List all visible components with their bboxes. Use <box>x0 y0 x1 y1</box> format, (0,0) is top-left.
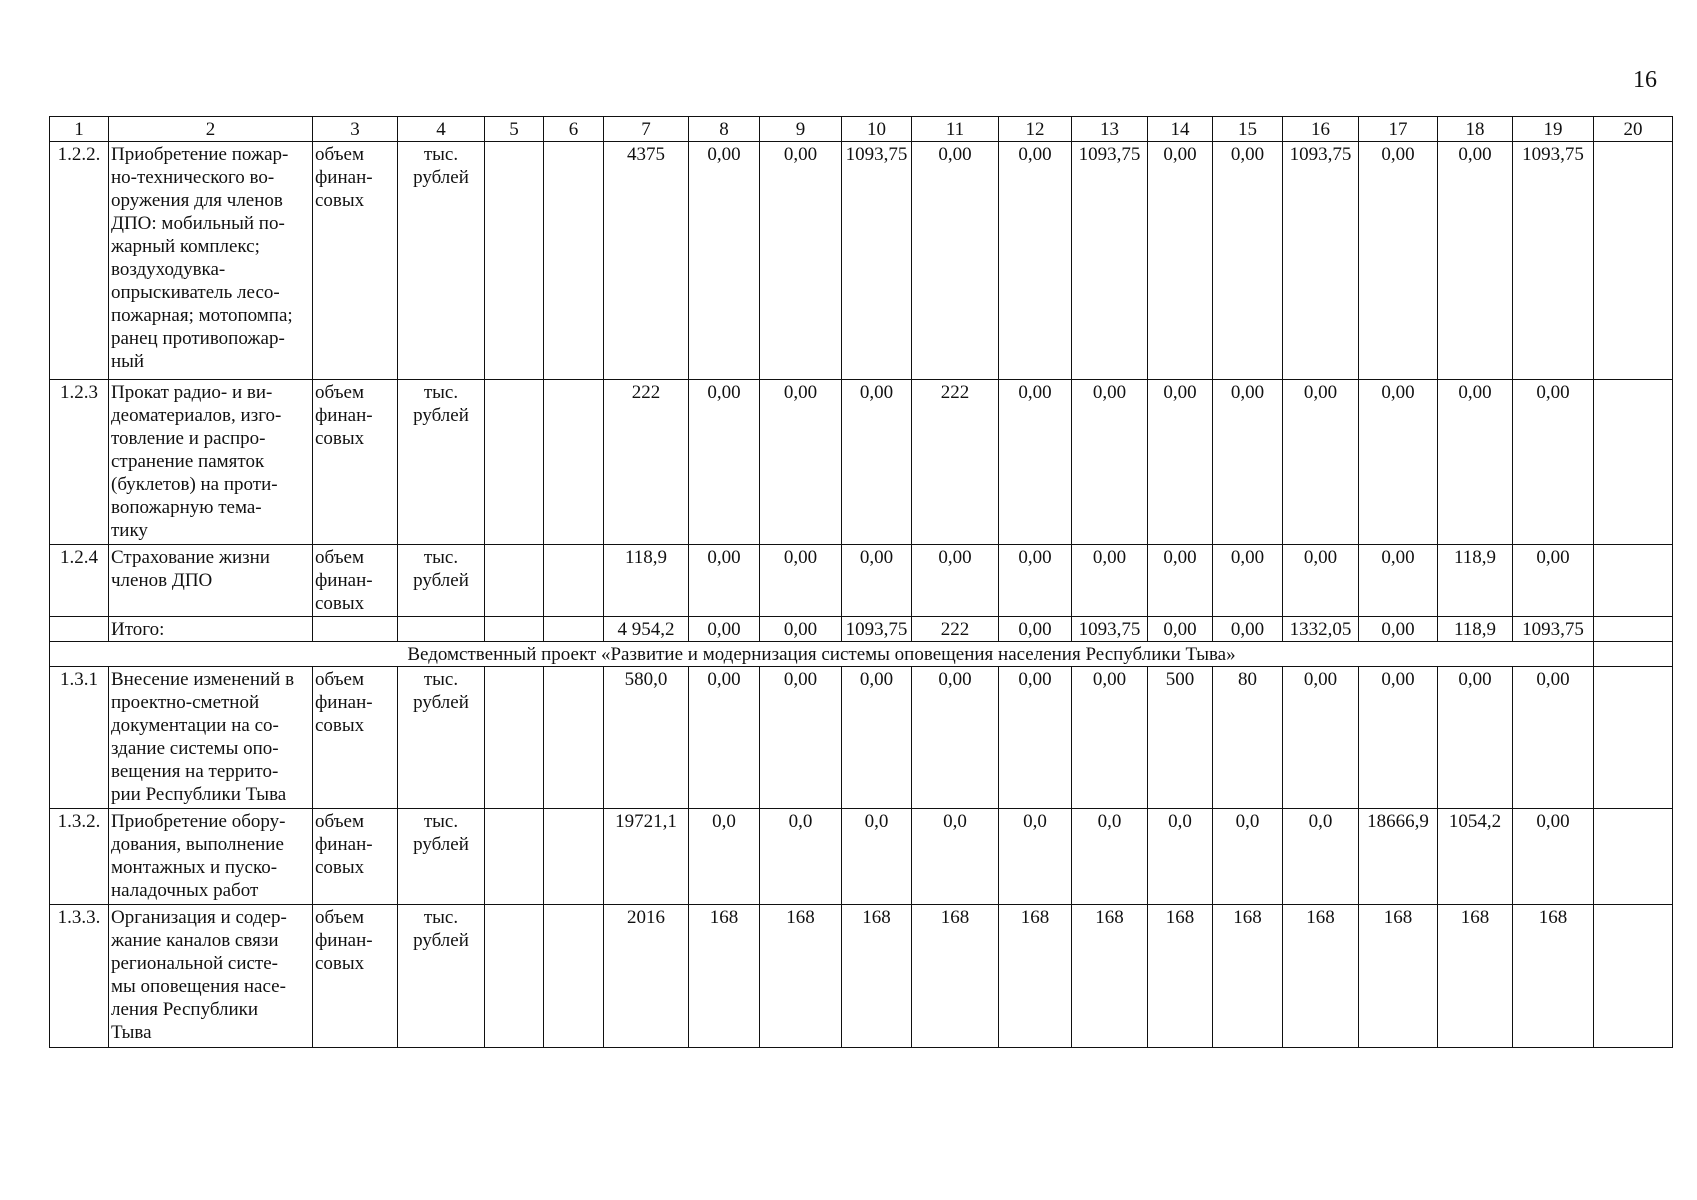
item-name-cell: Прокат радио- и ви- деоматериалов, изго- товление и распро- странение памяток (буклетов) на проти- вопожарную тема- тику <box>109 380 313 545</box>
unit-cell: тыс. рублей <box>398 809 485 905</box>
unit-cell: тыс. рублей <box>398 142 485 380</box>
value-cell-col-11: 222 <box>912 380 999 545</box>
column-number-20: 20 <box>1594 117 1673 142</box>
item-name-cell: Приобретение обору- дования, выполнение монтажных и пуско- наладочных работ <box>109 809 313 905</box>
value-cell-col-19: 0,00 <box>1513 380 1594 545</box>
value-cell-col-12: 168 <box>999 905 1072 1048</box>
item-code-cell: 1.3.2. <box>50 809 109 905</box>
unit-cell: тыс. рублей <box>398 667 485 809</box>
value-cell-col-11: 0,00 <box>912 545 999 617</box>
column-number-12: 12 <box>999 117 1072 142</box>
column-number-2: 2 <box>109 117 313 142</box>
value-cell-col-7: 19721,1 <box>604 809 689 905</box>
value-cell-col-14: 500 <box>1148 667 1213 809</box>
value-cell-col-20 <box>1594 142 1673 380</box>
value-cell-col-16: 0,00 <box>1283 545 1359 617</box>
column-number-9: 9 <box>760 117 842 142</box>
column-number-16: 16 <box>1283 117 1359 142</box>
value-cell-col-9: 0,00 <box>760 142 842 380</box>
value-cell-col-5 <box>485 142 544 380</box>
section-title: Ведомственный проект «Развитие и модернизация системы оповещения населения Республики Тыва» <box>50 642 1594 667</box>
item-name-cell: Внесение изменений в проектно-сметной документации на со- здание системы опо- вещения на террито- рии Республики Тыва <box>109 667 313 809</box>
value-cell-col-17: 0,00 <box>1359 545 1438 617</box>
value-cell-col-20 <box>1594 545 1673 617</box>
value-cell-col-12: 0,00 <box>999 667 1072 809</box>
value-cell-col-18: 0,00 <box>1438 380 1513 545</box>
value-cell-col-9: 168 <box>760 905 842 1048</box>
value-cell-col-20 <box>1594 380 1673 545</box>
value-cell-col-14: 0,00 <box>1148 142 1213 380</box>
value-cell-col-15: 0,00 <box>1213 617 1283 642</box>
value-cell-col-6 <box>544 905 604 1048</box>
value-cell-col-13: 0,00 <box>1072 380 1148 545</box>
value-cell-col-20 <box>1594 905 1673 1048</box>
value-cell-col-5 <box>485 809 544 905</box>
value-cell-col-13: 168 <box>1072 905 1148 1048</box>
value-cell-col-18: 118,9 <box>1438 545 1513 617</box>
value-cell-col-12: 0,00 <box>999 380 1072 545</box>
value-cell-col-11: 0,00 <box>912 667 999 809</box>
value-cell-col-17: 18666,9 <box>1359 809 1438 905</box>
item-name-cell: Организация и содер- жание каналов связи региональной систе- мы оповещения насе- ления Республики Тыва <box>109 905 313 1048</box>
value-cell-col-15: 0,00 <box>1213 545 1283 617</box>
section-row-col-20-cell <box>1594 642 1673 667</box>
value-cell-col-8: 0,00 <box>689 617 760 642</box>
value-cell-col-7: 4375 <box>604 142 689 380</box>
value-cell-col-15: 0,00 <box>1213 142 1283 380</box>
indicator-cell: объем финан- совых <box>313 142 398 380</box>
column-number-8: 8 <box>689 117 760 142</box>
value-cell-col-18: 118,9 <box>1438 617 1513 642</box>
value-cell-col-13: 0,00 <box>1072 545 1148 617</box>
value-cell-col-16: 0,0 <box>1283 809 1359 905</box>
item-code-cell: 1.3.3. <box>50 905 109 1048</box>
value-cell-col-17: 0,00 <box>1359 617 1438 642</box>
unit-cell: тыс. рублей <box>398 545 485 617</box>
value-cell-col-20 <box>1594 809 1673 905</box>
value-cell-col-16: 1332,05 <box>1283 617 1359 642</box>
value-cell-col-12: 0,00 <box>999 142 1072 380</box>
value-cell-col-14: 0,00 <box>1148 617 1213 642</box>
unit-cell: тыс. рублей <box>398 380 485 545</box>
column-number-17: 17 <box>1359 117 1438 142</box>
column-number-1: 1 <box>50 117 109 142</box>
unit-cell <box>398 617 485 642</box>
item-code-cell: 1.2.4 <box>50 545 109 617</box>
column-number-6: 6 <box>544 117 604 142</box>
value-cell-col-8: 0,00 <box>689 380 760 545</box>
column-number-5: 5 <box>485 117 544 142</box>
value-cell-col-8: 168 <box>689 905 760 1048</box>
value-cell-col-12: 0,00 <box>999 545 1072 617</box>
value-cell-col-6 <box>544 617 604 642</box>
value-cell-col-16: 0,00 <box>1283 380 1359 545</box>
value-cell-col-5 <box>485 667 544 809</box>
value-cell-col-8: 0,00 <box>689 545 760 617</box>
value-cell-col-12: 0,0 <box>999 809 1072 905</box>
value-cell-col-14: 0,00 <box>1148 380 1213 545</box>
column-number-13: 13 <box>1072 117 1148 142</box>
unit-cell: тыс. рублей <box>398 905 485 1048</box>
value-cell-col-7: 118,9 <box>604 545 689 617</box>
value-cell-col-19: 168 <box>1513 905 1594 1048</box>
value-cell-col-11: 168 <box>912 905 999 1048</box>
indicator-cell: объем финан- совых <box>313 905 398 1048</box>
value-cell-col-7: 222 <box>604 380 689 545</box>
value-cell-col-17: 0,00 <box>1359 667 1438 809</box>
value-cell-col-9: 0,00 <box>760 380 842 545</box>
column-number-4: 4 <box>398 117 485 142</box>
item-code-cell: 1.3.1 <box>50 667 109 809</box>
value-cell-col-5 <box>485 545 544 617</box>
value-cell-col-10: 1093,75 <box>842 617 912 642</box>
value-cell-col-11: 0,0 <box>912 809 999 905</box>
value-cell-col-20 <box>1594 667 1673 809</box>
item-name-cell: Итого: <box>109 617 313 642</box>
value-cell-col-5 <box>485 617 544 642</box>
value-cell-col-19: 0,00 <box>1513 545 1594 617</box>
table-row <box>50 545 1673 617</box>
value-cell-col-14: 0,0 <box>1148 809 1213 905</box>
table-row <box>50 380 1673 545</box>
page-number: 16 <box>1633 67 1657 93</box>
value-cell-col-18: 0,00 <box>1438 667 1513 809</box>
value-cell-col-9: 0,00 <box>760 617 842 642</box>
value-cell-col-6 <box>544 380 604 545</box>
indicator-cell: объем финан- совых <box>313 809 398 905</box>
value-cell-col-18: 0,00 <box>1438 142 1513 380</box>
value-cell-col-17: 0,00 <box>1359 142 1438 380</box>
item-name-cell: Страхование жизни членов ДПО <box>109 545 313 617</box>
section-row <box>50 642 1673 667</box>
value-cell-col-5 <box>485 905 544 1048</box>
value-cell-col-15: 168 <box>1213 905 1283 1048</box>
value-cell-col-6 <box>544 545 604 617</box>
table-header-row <box>50 117 1673 142</box>
column-number-14: 14 <box>1148 117 1213 142</box>
value-cell-col-19: 0,00 <box>1513 667 1594 809</box>
value-cell-col-9: 0,00 <box>760 545 842 617</box>
value-cell-col-19: 1093,75 <box>1513 142 1594 380</box>
item-code-cell <box>50 617 109 642</box>
table-row <box>50 667 1673 809</box>
value-cell-col-16: 168 <box>1283 905 1359 1048</box>
value-cell-col-15: 80 <box>1213 667 1283 809</box>
column-number-7: 7 <box>604 117 689 142</box>
item-name-cell: Приобретение пожар- но-технического во- оружения для членов ДПО: мобильный по- жарный комплекс; воздуходувка- опрыскиватель лесо- пожарная; мотопомпа; ранец противопожар- ный <box>109 142 313 380</box>
value-cell-col-10: 0,00 <box>842 380 912 545</box>
value-cell-col-9: 0,00 <box>760 667 842 809</box>
column-number-18: 18 <box>1438 117 1513 142</box>
value-cell-col-10: 0,0 <box>842 809 912 905</box>
value-cell-col-18: 1054,2 <box>1438 809 1513 905</box>
value-cell-col-13: 0,00 <box>1072 667 1148 809</box>
indicator-cell <box>313 617 398 642</box>
value-cell-col-10: 1093,75 <box>842 142 912 380</box>
value-cell-col-6 <box>544 142 604 380</box>
item-code-cell: 1.2.2. <box>50 142 109 380</box>
value-cell-col-6 <box>544 809 604 905</box>
value-cell-col-13: 1093,75 <box>1072 142 1148 380</box>
value-cell-col-19: 0,00 <box>1513 809 1594 905</box>
value-cell-col-15: 0,0 <box>1213 809 1283 905</box>
item-code-cell: 1.2.3 <box>50 380 109 545</box>
indicator-cell: объем финан- совых <box>313 667 398 809</box>
value-cell-col-16: 1093,75 <box>1283 142 1359 380</box>
column-number-15: 15 <box>1213 117 1283 142</box>
column-number-10: 10 <box>842 117 912 142</box>
value-cell-col-12: 0,00 <box>999 617 1072 642</box>
table-row <box>50 142 1673 380</box>
value-cell-col-10: 0,00 <box>842 545 912 617</box>
table-body <box>50 142 1673 1048</box>
value-cell-col-18: 168 <box>1438 905 1513 1048</box>
value-cell-col-10: 168 <box>842 905 912 1048</box>
value-cell-col-14: 0,00 <box>1148 545 1213 617</box>
value-cell-col-5 <box>485 380 544 545</box>
value-cell-col-13: 1093,75 <box>1072 617 1148 642</box>
value-cell-col-11: 222 <box>912 617 999 642</box>
column-number-19: 19 <box>1513 117 1594 142</box>
value-cell-col-15: 0,00 <box>1213 380 1283 545</box>
value-cell-col-14: 168 <box>1148 905 1213 1048</box>
column-number-11: 11 <box>912 117 999 142</box>
indicator-cell: объем финан- совых <box>313 380 398 545</box>
value-cell-col-7: 4 954,2 <box>604 617 689 642</box>
indicator-cell: объем финан- совых <box>313 545 398 617</box>
value-cell-col-8: 0,00 <box>689 667 760 809</box>
value-cell-col-6 <box>544 667 604 809</box>
value-cell-col-19: 1093,75 <box>1513 617 1594 642</box>
table-row <box>50 809 1673 905</box>
value-cell-col-7: 580,0 <box>604 667 689 809</box>
value-cell-col-10: 0,00 <box>842 667 912 809</box>
value-cell-col-16: 0,00 <box>1283 667 1359 809</box>
table-row <box>50 905 1673 1048</box>
value-cell-col-17: 168 <box>1359 905 1438 1048</box>
column-number-3: 3 <box>313 117 398 142</box>
value-cell-col-13: 0,0 <box>1072 809 1148 905</box>
value-cell-col-7: 2016 <box>604 905 689 1048</box>
financing-table <box>49 116 1673 1048</box>
value-cell-col-20 <box>1594 617 1673 642</box>
value-cell-col-9: 0,0 <box>760 809 842 905</box>
value-cell-col-8: 0,0 <box>689 809 760 905</box>
table-row <box>50 617 1673 642</box>
value-cell-col-11: 0,00 <box>912 142 999 380</box>
value-cell-col-8: 0,00 <box>689 142 760 380</box>
value-cell-col-17: 0,00 <box>1359 380 1438 545</box>
